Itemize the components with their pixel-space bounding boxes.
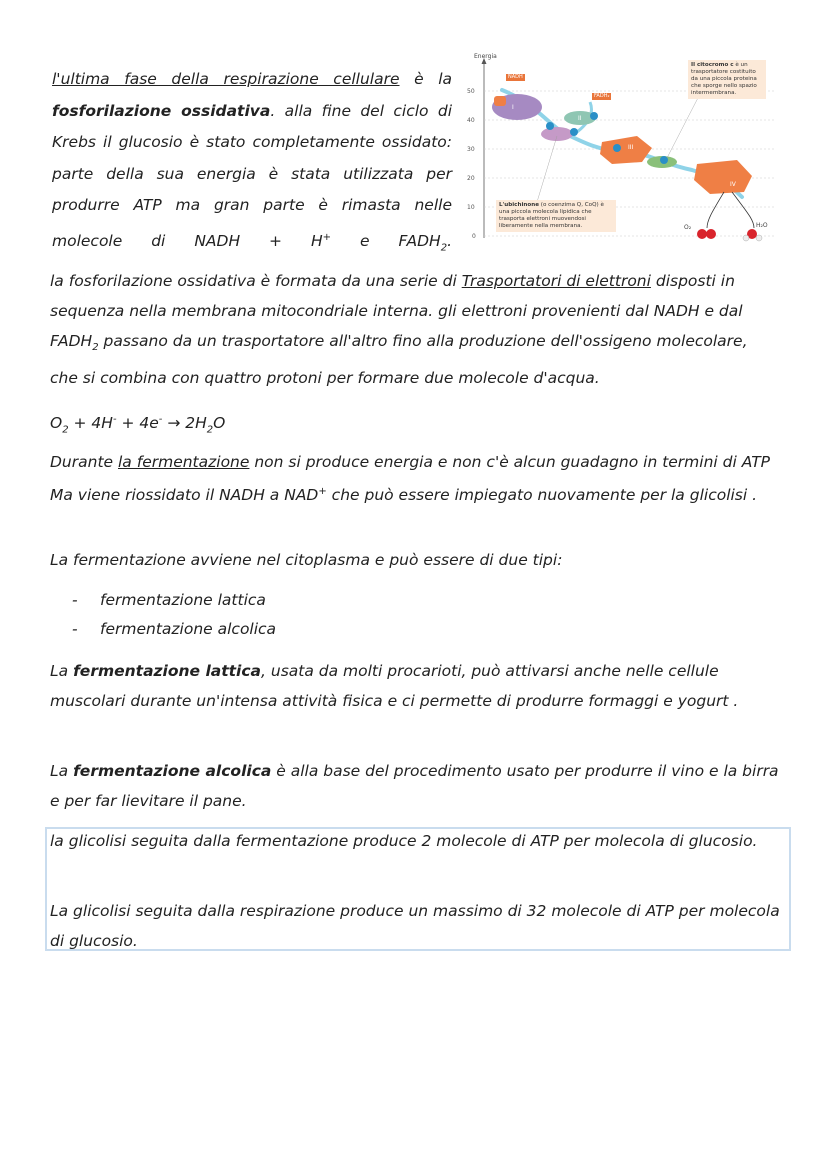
fadh-tag: FADH₂ bbox=[594, 93, 610, 99]
summary-line-1: la glicolisi seguita dalla fermentazione produce 2 molecole di ATP per molecola di glucosio. bbox=[50, 832, 758, 850]
underlined-term: la fermentazione bbox=[118, 453, 250, 471]
complex-label: II bbox=[578, 115, 582, 122]
intro-paragraph: l'ultima fase della respirazione cellulare è la fosforilazione ossidativa. alla fine del ciclo di Krebs il glucosio è stato completamente ossidato: parte della sua energia è stata utilizzata per produrre ATP ma gran parte è rimasta nelle molecole di NADH + H+ e $FADH_2$. bbox=[52, 70, 453, 253]
list-item: - fermentazione alcolica bbox=[72, 620, 277, 638]
list-item: - fermentazione lattica bbox=[72, 591, 266, 609]
bold-term: fermentazione alcolica bbox=[73, 762, 272, 780]
tick-label: 50 bbox=[467, 88, 475, 95]
tick-label: 30 bbox=[467, 146, 475, 153]
complex-4-shape bbox=[694, 160, 752, 194]
complex-label: III bbox=[628, 144, 634, 151]
paragraph-types: La fermentazione avviene nel citoplasma e può essere di due tipi: bbox=[50, 551, 563, 569]
tick-label: 40 bbox=[467, 117, 475, 124]
cytochrome-callout: Il citocromo c è un trasportatore costituito da una piccola proteina che sporge nello spazio intermembrana. bbox=[688, 60, 766, 99]
complex-3-shape bbox=[600, 136, 652, 164]
intro-underlined: l'ultima fase della respirazione cellulare bbox=[52, 70, 400, 88]
axis-title: Energia bbox=[474, 53, 497, 60]
complex-label: I bbox=[512, 104, 514, 111]
ubiquinone-callout: L'ubichinone (o coenzima Q, CoQ) è una piccola molecola lipidica che trasporta elettroni muovendosi liberamente nella membrana. bbox=[496, 200, 616, 232]
underlined-term: Trasportatori di elettroni bbox=[461, 272, 651, 290]
paragraph-electron-transport: la fosforilazione ossidativa è formata da una serie di Trasportatori di elettroni disposti in sequenza nella membrana mitocondriale interna. gli elettroni provenienti dal NADH e dal $FADH_2$ passano da un trasportatore all'altro fino alla produzione dell'ossigeno molecolare, che si combina con quattro protoni per formare due molecole d'acqua. bbox=[50, 272, 748, 388]
complex-label: IV bbox=[730, 181, 736, 188]
o2-label: O₂ bbox=[684, 224, 692, 231]
summary-line-2: La glicolisi seguita dalla respirazione produce un massimo di 32 molecole di ATP per molecola di glucosio. bbox=[50, 902, 780, 950]
electron-transport-diagram bbox=[462, 52, 776, 248]
fermentation-types-list bbox=[72, 586, 276, 644]
h2o-label: H₂O bbox=[756, 222, 768, 229]
tick-label: 20 bbox=[467, 175, 475, 182]
tick-label: 0 bbox=[472, 233, 476, 240]
intro-bold-term: fosforilazione ossidativa bbox=[52, 101, 271, 120]
equation: $O_2 + 4H^- + 4e^- \to 2H_2O$ bbox=[50, 414, 226, 436]
paragraph-fermentation: Durante la fermentazione non si produce energia e non c'è alcun guadagno in termini di ATP Ma viene riossidato il NADH a NAD+ che può essere impiegato nuovamente per la glicolisi . bbox=[50, 453, 771, 505]
paragraph-lactic: La fermentazione lattica, usata da molti procarioti, può attivarsi anche nelle cellule muscolari durante un'intensa attività fisica e ci permette di produrre formaggi e yogurt . bbox=[50, 662, 739, 710]
bold-term: fermentazione lattica bbox=[73, 662, 262, 680]
nadh-tag: NADH bbox=[508, 74, 523, 80]
paragraph-alcoholic: La fermentazione alcolica è alla base del procedimento usato per produrre il vino e la birra e per far lievitare il pane. bbox=[50, 762, 779, 810]
tick-label: 10 bbox=[467, 204, 475, 211]
